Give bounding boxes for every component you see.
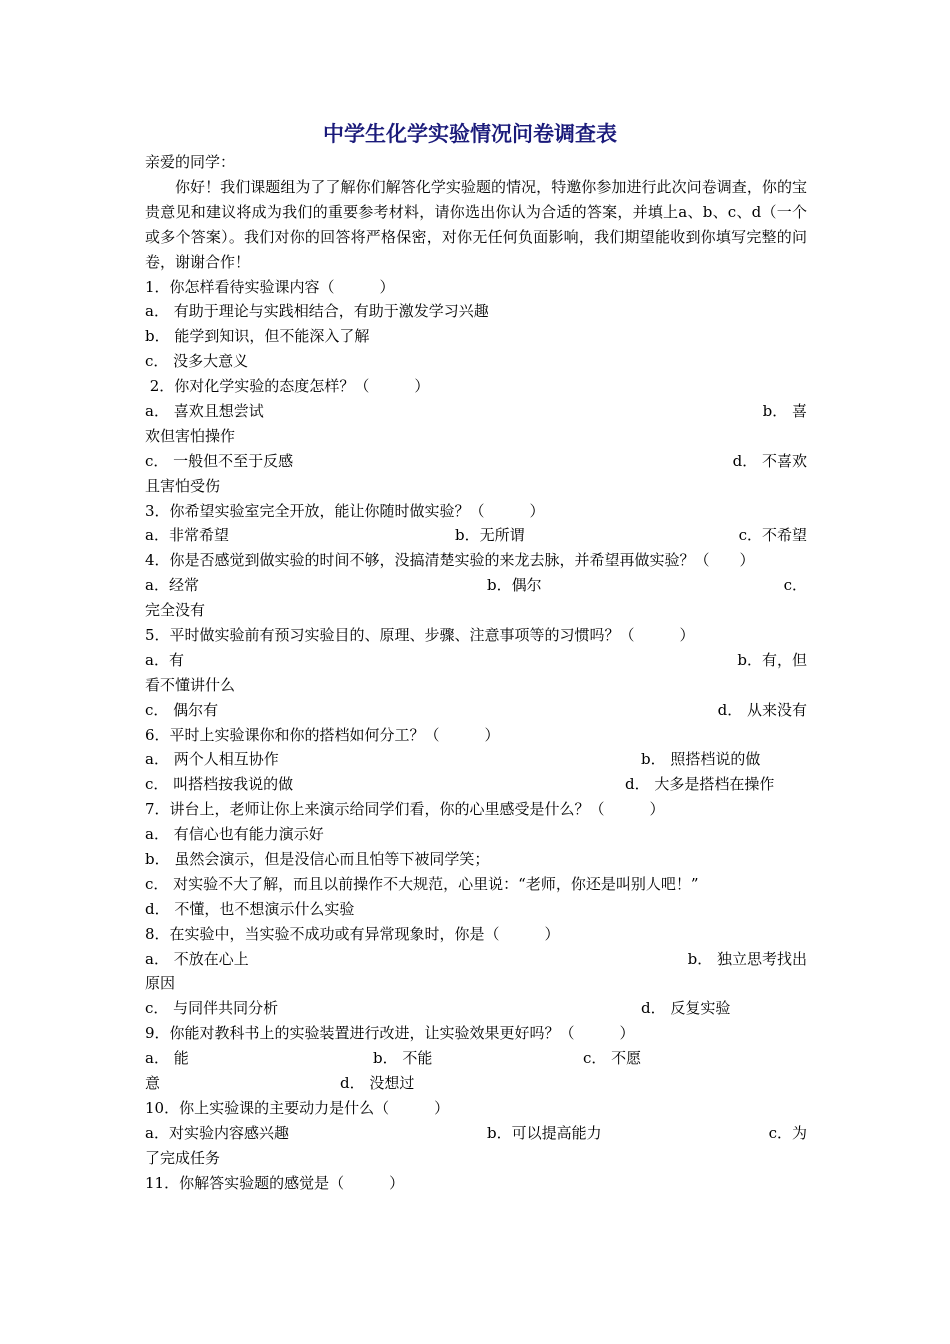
- question-5: 5．平时做实验前有预习实验目的、原理、步骤、注意事项等的习惯吗？（ ）: [145, 625, 695, 644]
- q8-option-c: c． 与同伴共同分析: [145, 999, 279, 1018]
- q4-option-a: a．经常: [145, 576, 199, 595]
- question-7: 7．讲台上，老师让你上来演示给同学们看，你的心里感受是什么？（ ）: [145, 800, 665, 819]
- q7-option-b: b． 虽然会演示，但是没信心而且怕等下被同学笑；: [145, 850, 490, 868]
- q9-option-a: a． 能: [145, 1049, 189, 1068]
- q2-option-d-continued: 且害怕受伤: [145, 476, 221, 495]
- question-4: 4．你是否感觉到做实验的时间不够，没搞清楚实验的来龙去脉，并希望再做实验？（ ）: [145, 551, 755, 570]
- q8-option-a: a． 不放在心上: [145, 949, 249, 968]
- q8-options-row-2: [145, 996, 807, 1021]
- question-10: 10．你上实验课的主要动力是什么（ ）: [145, 1098, 450, 1117]
- q2-option-a: a． 喜欢且想尝试: [145, 401, 264, 420]
- q9-option-b: b． 不能: [373, 1049, 433, 1068]
- q4-options-row: [145, 573, 807, 598]
- q6-option-b: b． 照搭档说的做: [641, 750, 761, 769]
- q10-option-c-continued: 了完成任务: [145, 1148, 221, 1167]
- q8-option-b-continued: 原因: [145, 974, 176, 993]
- q2-option-b-continued: 欢但害怕操作: [145, 426, 236, 445]
- q10-option-c: c．为: [768, 1123, 807, 1142]
- question-2: 2．你对化学实验的态度怎样？（ ）: [145, 377, 430, 396]
- q2-options-row-1: [145, 399, 807, 424]
- q4-option-c-continued: 完全没有: [145, 601, 206, 620]
- q9-options-row-2: [145, 1071, 807, 1096]
- q9-option-c-continued: 意: [145, 1074, 161, 1093]
- q3-option-c: c．不希望: [738, 526, 807, 545]
- q9-option-d: d． 没想过: [340, 1074, 415, 1093]
- q1-option-b: b． 能学到知识，但不能深入了解: [145, 327, 370, 346]
- q5-option-c: c． 偶尔有: [145, 700, 219, 719]
- q10-option-a: a．对实验内容感兴趣: [145, 1123, 289, 1142]
- q8-options-row-1: [145, 947, 807, 972]
- q4-option-b: b．偶尔: [487, 576, 542, 595]
- intro-paragraph: 你好！我们课题组为了了解你们解答化学实验题的情况，特邀你参加进行此次问卷调查，你的宝贵意见和建议将成为我们的重要参考材料，请你选出你认为合适的答案，并填上a、b、c、d（一个或多个答案）。我们对你的回答将严格保密，对你无任何负面影响，我们期望能收到你填写完整的问卷，谢谢合作！: [145, 177, 807, 271]
- question-1: 1．你怎样看待实验课内容（ ）: [145, 277, 395, 296]
- q2-options-row-2: [145, 449, 807, 474]
- q8-option-d: d． 反复实验: [641, 999, 731, 1018]
- q6-option-d: d． 大多是搭档在操作: [625, 775, 775, 794]
- q6-options-row-1: [145, 747, 807, 772]
- q3-option-b: b．无所谓: [455, 526, 525, 545]
- question-11: 11．你解答实验题的感觉是（ ）: [145, 1173, 405, 1192]
- questionnaire-page: [145, 118, 807, 1195]
- q2-option-d: d． 不喜欢: [732, 451, 807, 470]
- q5-options-row-1: [145, 648, 807, 673]
- q7-option-d: d． 不懂，也不想演示什么实验: [145, 899, 355, 918]
- q5-option-b-continued: 看不懂讲什么: [145, 675, 236, 694]
- question-3: 3．你希望实验室完全开放，能让你随时做实验？（ ）: [145, 501, 545, 520]
- q7-option-c: c． 对实验不大了解，而且以前操作不大规范，心里说：“老师，你还是叫别人吧！”: [145, 874, 699, 893]
- question-8: 8．在实验中，当实验不成功或有异常现象时，你是（ ）: [145, 924, 560, 943]
- q1-option-a: a． 有助于理论与实践相结合，有助于激发学习兴趣: [145, 302, 489, 321]
- q6-option-c: c． 叫搭档按我说的做: [145, 775, 294, 794]
- question-9: 9．你能对教科书上的实验装置进行改进，让实验效果更好吗？（ ）: [145, 1024, 635, 1043]
- q9-option-c: c． 不愿: [583, 1049, 642, 1068]
- q10-option-b: b．可以提高能力: [487, 1123, 602, 1142]
- greeting: 亲爱的同学：: [145, 153, 236, 171]
- q6-option-a: a． 两个人相互协作: [145, 750, 279, 769]
- q2-option-c: c． 一般但不至于反感: [145, 451, 294, 470]
- question-6: 6．平时上实验课你和你的搭档如何分工？（ ）: [145, 725, 500, 744]
- q5-option-d: d． 从来没有: [717, 700, 807, 719]
- q7-option-a: a． 有信心也有能力演示好: [145, 825, 324, 844]
- q9-options-row-1: [145, 1046, 807, 1071]
- q2-option-b: b． 喜: [762, 401, 807, 420]
- page-title: 中学生化学实验情况问卷调查表: [323, 122, 617, 146]
- q3-options-row: [145, 523, 807, 548]
- q5-options-row-2: [145, 698, 807, 723]
- q3-option-a: a．非常希望: [145, 526, 229, 545]
- q4-option-c: c．: [783, 576, 807, 595]
- q5-option-b: b．有，但: [737, 650, 807, 669]
- q1-option-c: c． 没多大意义: [145, 352, 249, 371]
- q10-options-row: [145, 1121, 807, 1146]
- q5-option-a: a．有: [145, 650, 184, 669]
- q6-options-row-2: [145, 772, 807, 797]
- q8-option-b: b． 独立思考找出: [687, 949, 807, 968]
